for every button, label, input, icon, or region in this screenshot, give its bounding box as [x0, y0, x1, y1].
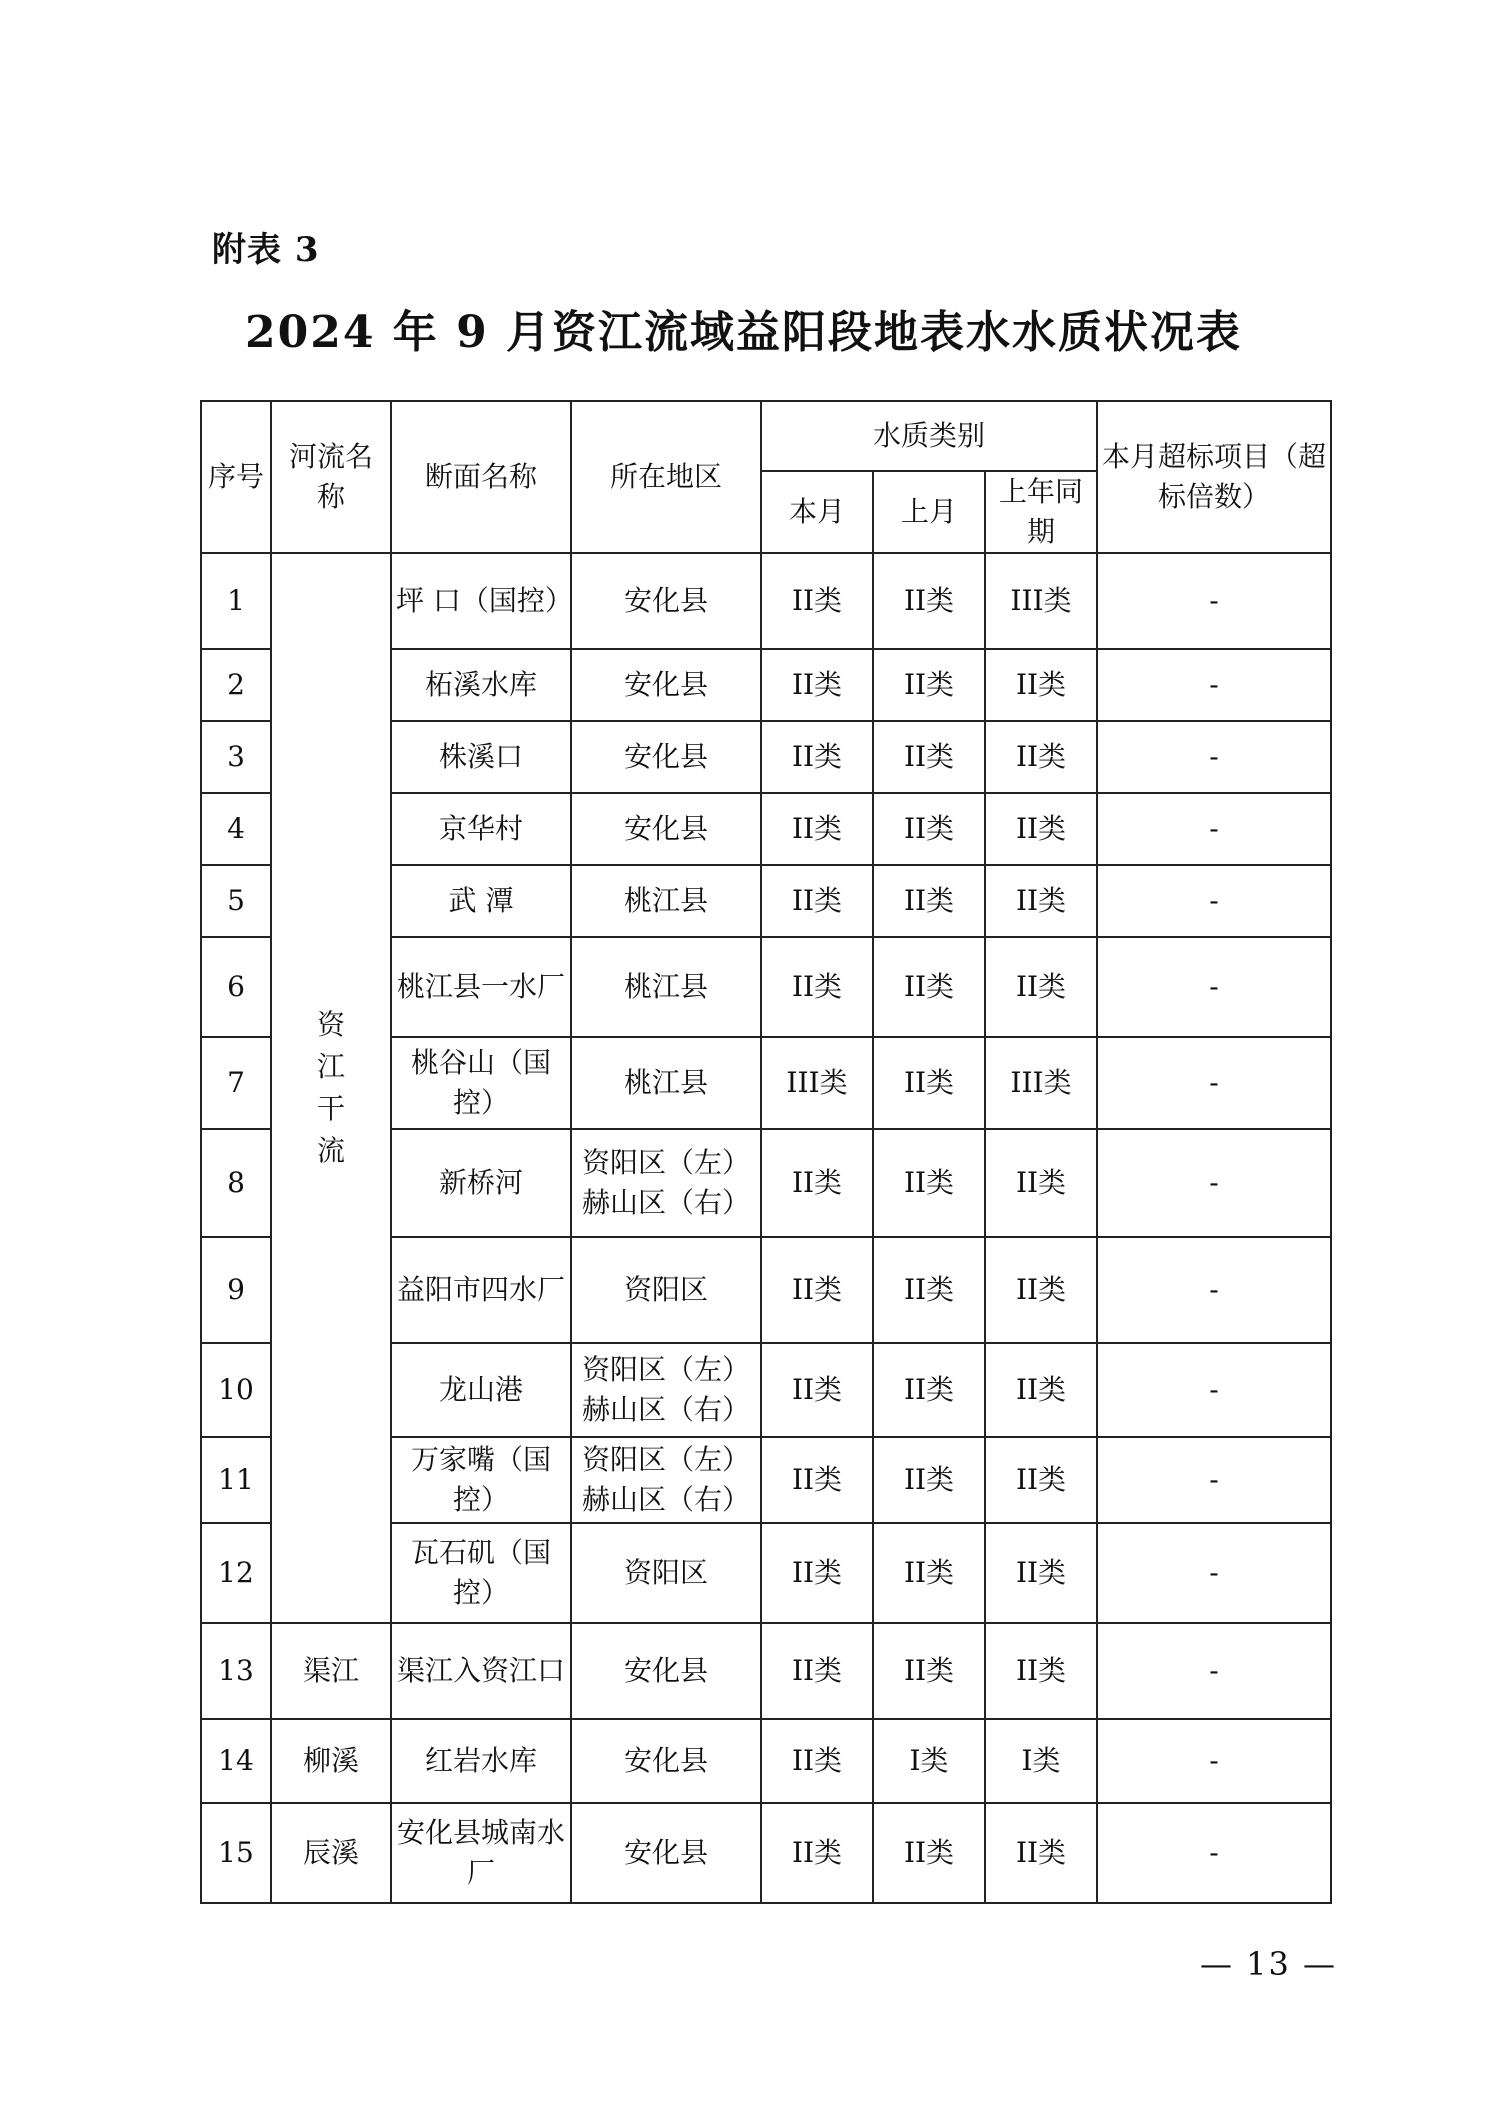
last-month-cell: II类 [873, 793, 985, 865]
row-seq: 13 [201, 1623, 271, 1719]
section-cell: 柘溪水库 [391, 649, 571, 721]
exceed-cell: - [1097, 865, 1331, 937]
header-exceed: 本月超标项目（超标倍数） [1097, 401, 1331, 553]
last-year-cell: II类 [985, 1129, 1097, 1237]
this-month-cell: II类 [761, 721, 873, 793]
section-cell: 武 潭 [391, 865, 571, 937]
section-cell: 龙山港 [391, 1343, 571, 1437]
header-this-month: 本月 [761, 471, 873, 553]
this-month-cell: II类 [761, 937, 873, 1037]
last-month-cell: II类 [873, 1523, 985, 1623]
section-cell: 京华村 [391, 793, 571, 865]
section-cell: 桃谷山（国控） [391, 1037, 571, 1129]
last-year-cell: II类 [985, 1803, 1097, 1903]
exceed-cell: - [1097, 1129, 1331, 1237]
this-month-cell: II类 [761, 1803, 873, 1903]
last-year-cell: II类 [985, 865, 1097, 937]
row-seq: 10 [201, 1343, 271, 1437]
last-year-cell: II类 [985, 1523, 1097, 1623]
region-cell: 资阳区（左）赫山区（右） [571, 1437, 761, 1523]
last-year-cell: II类 [985, 649, 1097, 721]
row-seq: 9 [201, 1237, 271, 1343]
row-seq: 15 [201, 1803, 271, 1903]
document-title: 2024 年 9 月资江流域益阳段地表水水质状况表 [244, 307, 1243, 358]
river-cell: 柳溪 [271, 1719, 391, 1803]
this-month-cell: II类 [761, 1719, 873, 1803]
section-cell: 桃江县一水厂 [391, 937, 571, 1037]
river-cell [271, 553, 391, 1623]
row-seq: 5 [201, 865, 271, 937]
region-cell: 安化县 [571, 649, 761, 721]
this-month-cell: II类 [761, 865, 873, 937]
exceed-cell: - [1097, 553, 1331, 649]
table-row [201, 553, 1331, 649]
last-year-cell: II类 [985, 721, 1097, 793]
table-row [201, 1803, 1331, 1903]
region-cell: 资阳区（左）赫山区（右） [571, 1343, 761, 1437]
appendix-label: 附表 3 [212, 230, 320, 270]
region-cell: 资阳区 [571, 1237, 761, 1343]
header-seq: 序号 [201, 401, 271, 553]
region-cell: 桃江县 [571, 865, 761, 937]
this-month-cell: II类 [761, 1343, 873, 1437]
region-cell: 安化县 [571, 793, 761, 865]
last-year-cell: II类 [985, 937, 1097, 1037]
this-month-cell: II类 [761, 1623, 873, 1719]
table-row [201, 1623, 1331, 1719]
last-month-cell: II类 [873, 1237, 985, 1343]
section-cell: 瓦石矶（国控） [391, 1523, 571, 1623]
header-river: 河流名称 [271, 401, 391, 553]
row-seq: 2 [201, 649, 271, 721]
section-cell: 万家嘴（国控） [391, 1437, 571, 1523]
last-month-cell: II类 [873, 1803, 985, 1903]
last-year-cell: I类 [985, 1719, 1097, 1803]
exceed-cell: - [1097, 649, 1331, 721]
row-seq: 6 [201, 937, 271, 1037]
header-last-month: 上月 [873, 471, 985, 553]
this-month-cell: II类 [761, 1523, 873, 1623]
last-year-cell: II类 [985, 1343, 1097, 1437]
last-month-cell: II类 [873, 721, 985, 793]
row-seq: 4 [201, 793, 271, 865]
last-month-cell: I类 [873, 1719, 985, 1803]
region-cell: 安化县 [571, 553, 761, 649]
section-cell: 株溪口 [391, 721, 571, 793]
page-number: — 13 — [1199, 1945, 1337, 1983]
section-cell: 坪 口（国控） [391, 553, 571, 649]
exceed-cell: - [1097, 937, 1331, 1037]
this-month-cell: II类 [761, 553, 873, 649]
this-month-cell: II类 [761, 1129, 873, 1237]
region-cell: 资阳区 [571, 1523, 761, 1623]
header-last-year: 上年同期 [985, 471, 1097, 553]
row-seq: 12 [201, 1523, 271, 1623]
section-cell: 益阳市四水厂 [391, 1237, 571, 1343]
section-cell: 安化县城南水厂 [391, 1803, 571, 1903]
exceed-cell: - [1097, 1803, 1331, 1903]
last-month-cell: II类 [873, 1129, 985, 1237]
header-region: 所在地区 [571, 401, 761, 553]
region-cell: 桃江县 [571, 1037, 761, 1129]
exceed-cell: - [1097, 721, 1331, 793]
last-year-cell: III类 [985, 1037, 1097, 1129]
this-month-cell: III类 [761, 1037, 873, 1129]
river-cell: 辰溪 [271, 1803, 391, 1903]
region-cell: 安化县 [571, 1803, 761, 1903]
last-month-cell: II类 [873, 1343, 985, 1437]
region-cell: 安化县 [571, 721, 761, 793]
exceed-cell: - [1097, 1523, 1331, 1623]
table-row [201, 1719, 1331, 1803]
row-seq: 3 [201, 721, 271, 793]
section-cell: 渠江入资江口 [391, 1623, 571, 1719]
section-cell: 红岩水库 [391, 1719, 571, 1803]
last-month-cell: II类 [873, 937, 985, 1037]
last-year-cell: III类 [985, 553, 1097, 649]
last-month-cell: II类 [873, 1437, 985, 1523]
exceed-cell: - [1097, 1237, 1331, 1343]
last-year-cell: II类 [985, 1437, 1097, 1523]
this-month-cell: II类 [761, 793, 873, 865]
section-cell: 新桥河 [391, 1129, 571, 1237]
region-cell: 安化县 [571, 1623, 761, 1719]
exceed-cell: - [1097, 1037, 1331, 1129]
region-cell: 资阳区（左）赫山区（右） [571, 1129, 761, 1237]
row-seq: 14 [201, 1719, 271, 1803]
header-section: 断面名称 [391, 401, 571, 553]
last-month-cell: II类 [873, 865, 985, 937]
exceed-cell: - [1097, 1623, 1331, 1719]
row-seq: 7 [201, 1037, 271, 1129]
row-seq: 8 [201, 1129, 271, 1237]
last-year-cell: II类 [985, 1623, 1097, 1719]
river-cell: 渠江 [271, 1623, 391, 1719]
water-quality-table [200, 400, 1332, 1904]
last-month-cell: II类 [873, 1037, 985, 1129]
last-month-cell: II类 [873, 1623, 985, 1719]
region-cell: 桃江县 [571, 937, 761, 1037]
exceed-cell: - [1097, 793, 1331, 865]
this-month-cell: II类 [761, 1237, 873, 1343]
last-year-cell: II类 [985, 793, 1097, 865]
header-category-group: 水质类别 [761, 401, 1097, 471]
this-month-cell: II类 [761, 1437, 873, 1523]
river-name: 资江干流 [316, 1008, 345, 1167]
region-cell: 安化县 [571, 1719, 761, 1803]
this-month-cell: II类 [761, 649, 873, 721]
last-year-cell: II类 [985, 1237, 1097, 1343]
exceed-cell: - [1097, 1719, 1331, 1803]
last-month-cell: II类 [873, 553, 985, 649]
exceed-cell: - [1097, 1437, 1331, 1523]
row-seq: 11 [201, 1437, 271, 1523]
row-seq: 1 [201, 553, 271, 649]
last-month-cell: II类 [873, 649, 985, 721]
exceed-cell: - [1097, 1343, 1331, 1437]
